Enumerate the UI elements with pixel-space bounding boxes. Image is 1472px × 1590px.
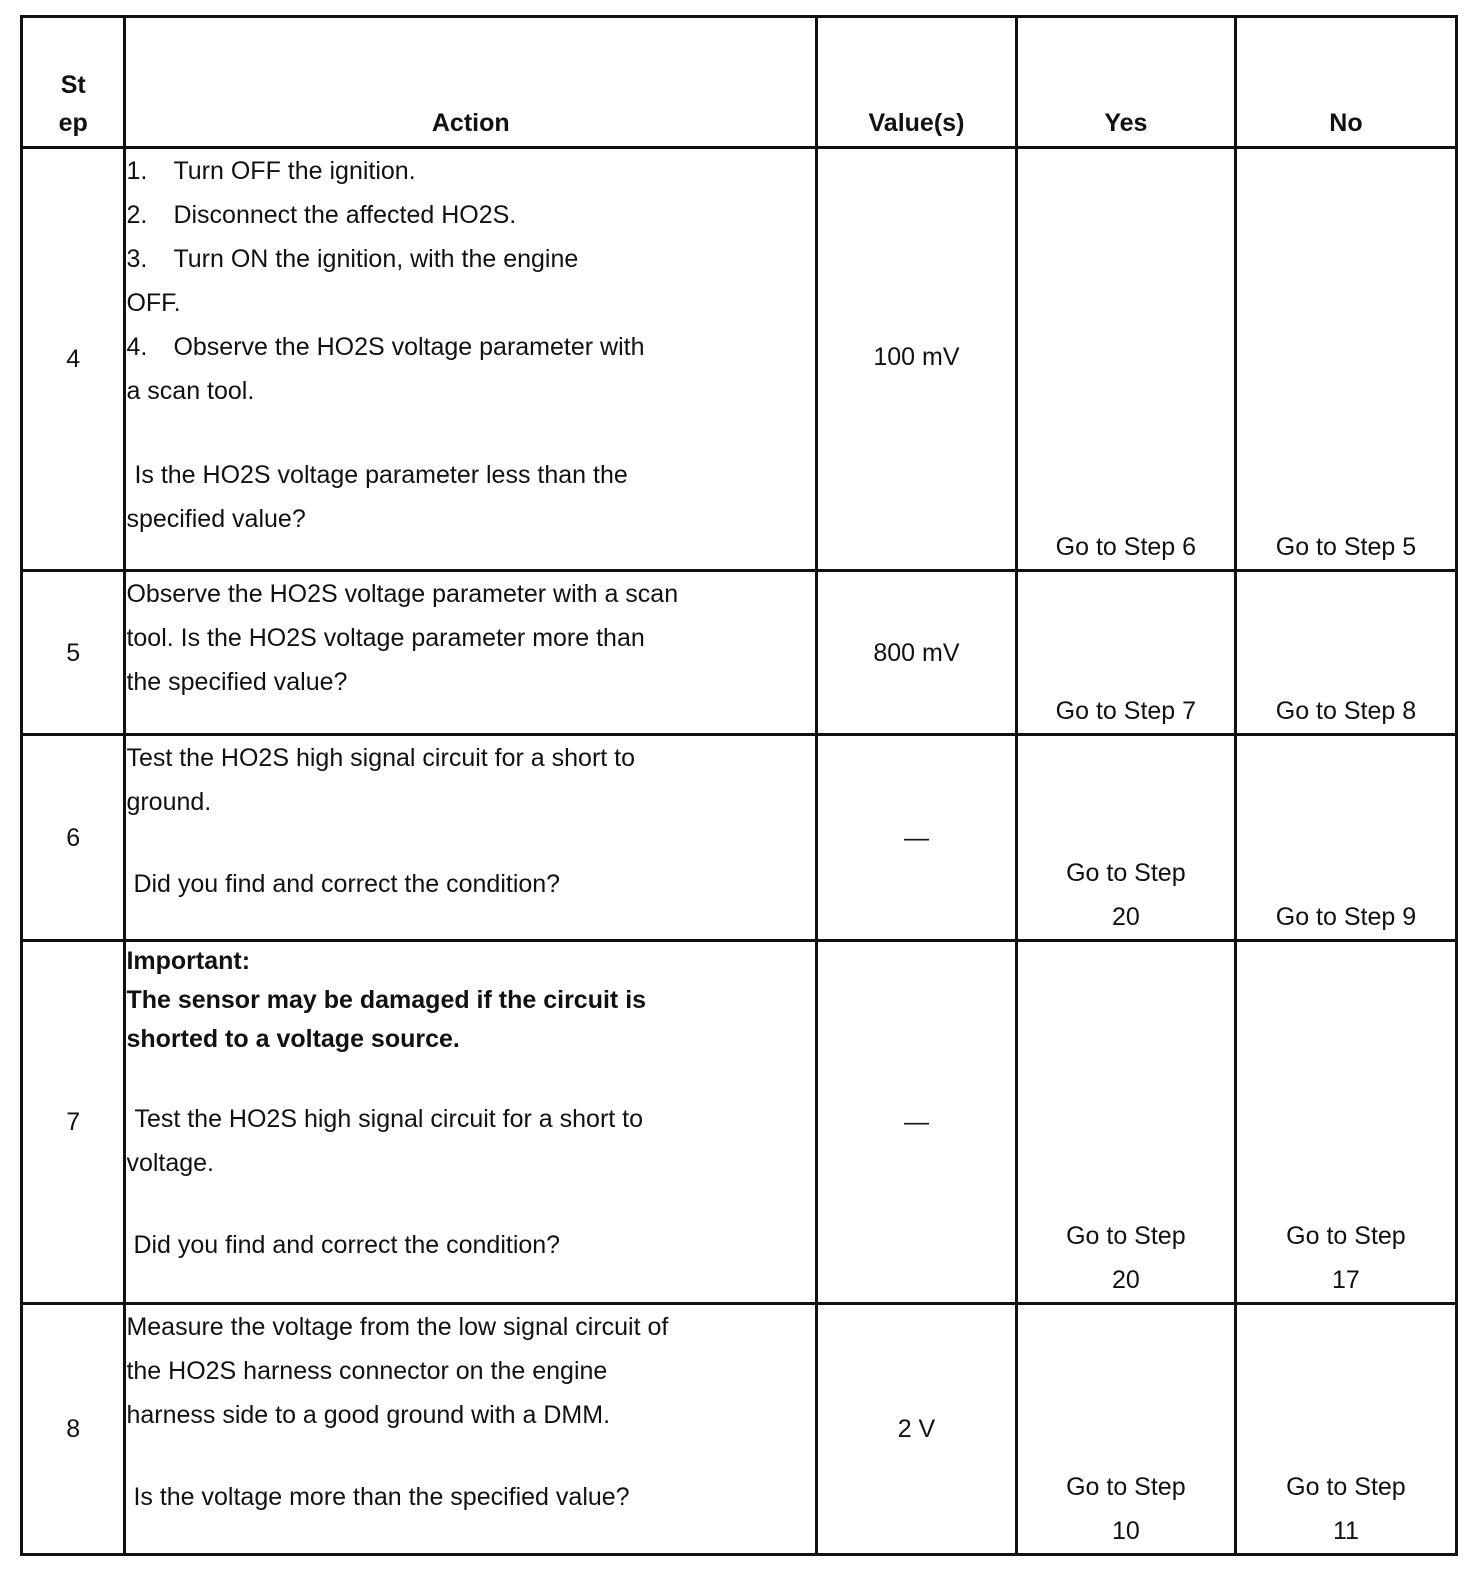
no-cell: Go to Step 9 — [1235, 735, 1456, 941]
table-row — [22, 571, 1457, 735]
important-text: The sensor may be damaged if the circuit is — [126, 986, 647, 1014]
no-cell: Go to Step 8 — [1235, 571, 1456, 735]
yes-cell: Go to Step 20 — [1016, 735, 1235, 941]
table-row — [22, 735, 1457, 941]
question-text: Is the voltage more than the specified value? — [133, 1483, 630, 1511]
action-cell: Measure the voltage from the low signal circuit of the HO2S harness connector on the engine harness side to a good ground with a DMM. Is the voltage more than the specified value? — [125, 1304, 817, 1555]
action-cell: Test the HO2S high signal circuit for a short to ground. Did you find and correct the condition? — [125, 735, 817, 941]
value-cell: — — [817, 735, 1017, 941]
no-cell: Go to Step 5 — [1235, 148, 1456, 571]
yes-cell: Go to Step 10 — [1016, 1304, 1235, 1555]
important-label: Important: — [126, 947, 251, 975]
yes-cell: Go to Step 7 — [1016, 571, 1235, 735]
question-text: Did you find and correct the condition? — [133, 870, 561, 898]
no-cell: Go to Step 11 — [1235, 1304, 1456, 1555]
action-cell: Observe the HO2S voltage parameter with a scan tool. Is the HO2S voltage parameter more than the specified value? — [125, 571, 817, 735]
header-action: Action — [125, 17, 817, 148]
question-text-cont: specified value? — [126, 505, 306, 533]
header-row — [22, 17, 1457, 148]
header-no: No — [1235, 17, 1456, 148]
header-step-line2: ep — [58, 109, 88, 137]
step-number: 4 — [22, 148, 125, 571]
header-yes: Yes — [1016, 17, 1235, 148]
list-item: 1. Turn OFF the ignition. — [126, 157, 416, 185]
header-step-line1: St — [60, 71, 86, 99]
list-item: 2. Disconnect the affected HO2S. — [126, 201, 517, 229]
no-cell: Go to Step 17 — [1235, 941, 1456, 1304]
question-text: Is the HO2S voltage parameter less than the — [134, 461, 628, 489]
step-number: 6 — [22, 735, 125, 941]
value-cell: 800 mV — [817, 571, 1017, 735]
diagnostic-table — [20, 15, 1458, 1556]
list-item-continuation: OFF. — [126, 289, 181, 317]
action-cell — [125, 148, 817, 571]
step-number: 5 — [22, 571, 125, 735]
list-item: 4. Observe the HO2S voltage parameter with — [126, 333, 645, 361]
step-number: 8 — [22, 1304, 125, 1555]
yes-cell: Go to Step 20 — [1016, 941, 1235, 1304]
question-text: Did you find and correct the condition? — [133, 1231, 561, 1259]
action-cell: Important: The sensor may be damaged if the circuit is shorted to a voltage source. Test the HO2S high signal circuit for a short to voltage. Did you find and correct the condition? — [125, 941, 817, 1304]
yes-cell: Go to Step 6 — [1016, 148, 1235, 571]
header-step — [22, 17, 125, 148]
list-item-continuation: a scan tool. — [126, 377, 255, 405]
table-row — [22, 1304, 1457, 1555]
table-row — [22, 941, 1457, 1304]
table-row — [22, 148, 1457, 571]
header-values: Value(s) — [817, 17, 1017, 148]
value-cell: 100 mV — [817, 148, 1017, 571]
step-number: 7 — [22, 941, 125, 1304]
list-item: 3. Turn ON the ignition, with the engine — [126, 245, 579, 273]
value-cell: — — [817, 941, 1017, 1304]
value-cell: 2 V — [817, 1304, 1017, 1555]
important-text-cont: shorted to a voltage source. — [126, 1025, 460, 1053]
